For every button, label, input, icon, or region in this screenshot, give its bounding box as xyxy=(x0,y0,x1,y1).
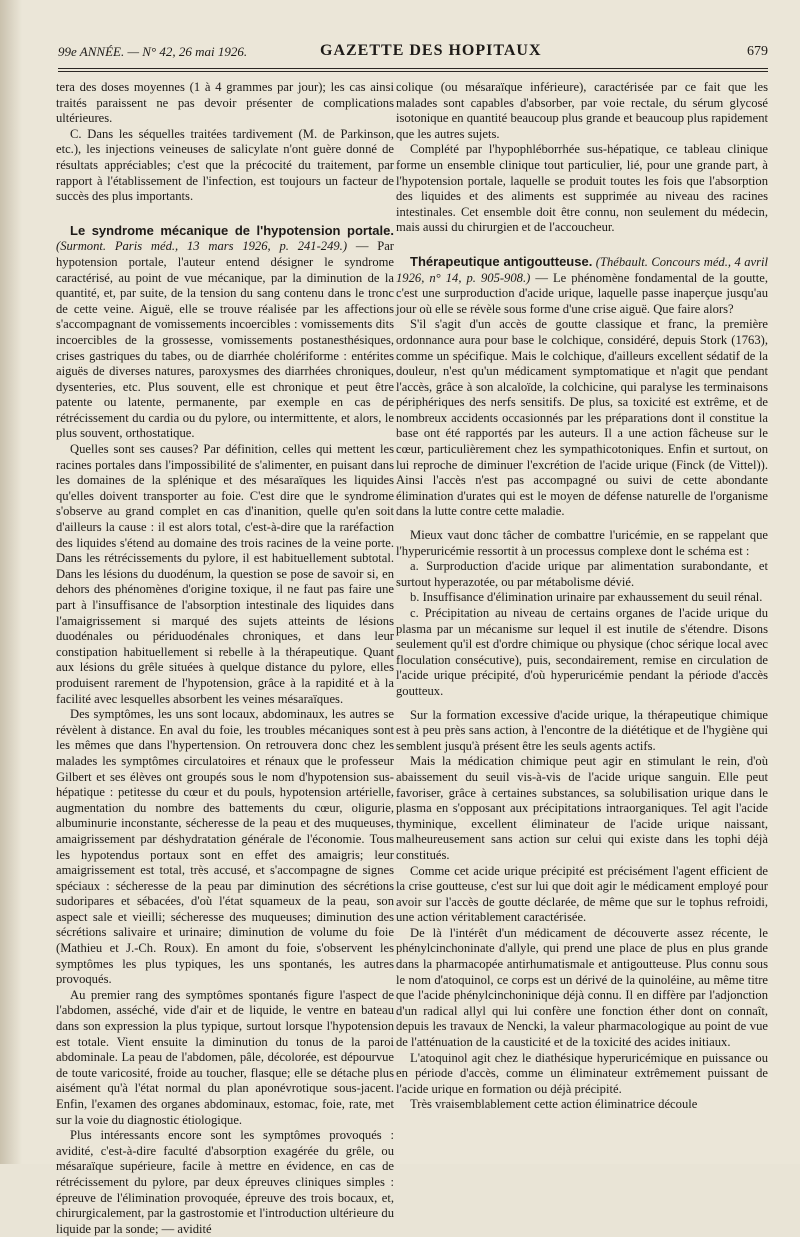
section-paragraph xyxy=(396,254,768,317)
list-item: b. Insuffisance d'élimination urinaire par exhaussement du seuil rénal. xyxy=(410,590,763,605)
paragraph: Quelles sont ses causes? Par définition, celles qui mettent les racines portales dans l'impossibilité de s'alimenter, en puisant dans les domaines de la splénique et des mésaraïques les liquides qu'elles doivent transporter au foie. C'est dire que le syndrome s'observe au grand complet en cas d'inanition, quelle qu'en soit d'ailleurs la cause : il est alors total, c'est-à-dire que la raréfaction des liquides s'étend au domaine des trois racines de la veine porte. Dans les rétrécissements du pylore, il est habituellement subtotal. Dans les lésions du duodénum, la question se pose de savoir si, en dehors des phénomènes d'origine toxique, il ne faut pas faire une part à l'insuffisance de l'absorption intestinale des liquides dans l'amaigrissement si marqué des sujets atteints de lésions duodénales ou périduodénales chroniques, et dans leur constipation habituellement si rebelle à la thérapeutique. Quant aux lésions du grêle situées à quelque distance du pylore, elles produisent rarement de l'hypotension, grâce à la rapidité et à la facilité avec lesquelles absorbent les veines mésaraïques. xyxy=(56,442,394,706)
list-item: c. Précipitation au niveau de certains organes de l'acide urique du plasma par un mécanisme sur lequel il est inutile de s'étendre. Disons seulement qu'il est d'ordre chimique ou physique (choc sérique local avec floculation consécutive), puis, secondairement, remise en circulation de l'acide urique précipité, d'où hyperuricémie pendant la période d'accès goutteux. xyxy=(396,606,768,698)
paragraph: Mieux vaut donc tâcher de combattre l'uricémie, en se rappelant que l'hyperuricémie ressortit à un processus complexe dont le schéma est : xyxy=(396,528,768,558)
paragraph: Très vraisemblablement cette action éliminatrice découle xyxy=(410,1097,698,1112)
left-column xyxy=(56,80,394,1236)
section-title: Thérapeutique antigoutteuse. xyxy=(410,253,593,269)
right-column xyxy=(396,80,768,1156)
header-rule xyxy=(58,68,768,72)
section-text: — Par hypotension portale, l'auteur entend désigner le syndrome caractérisé, au point de vue mécanique, par la diminution de la quantité, et, par suite, de la tension du sang contenu dans le tronc de cette veine. Aiguë, elle se trouve réalisée par les affections s'accompagnant de vomissements incoercibles : vomissements dits incoercibles de la grossesse, vomissements postanesthésiques, crises gastriques du tabes, ou de diarrhée cholériforme : entérites aiguës de diverses natures, paroxysmes des diarrhées chroniques, dysenteries, etc. Plus souvent, elle est chronique et peut être patente ou latente, permanente, par exemple en cas de rétrécissement du cardia ou du pylore, ou intermittente, et alors, le plus souvent, orthostatique. xyxy=(56,239,394,441)
section-text: — Le phénomène fondamental de la goutte, c'est une surproduction d'acide urique, laquelle passe inaperçue jusqu'au jour où elle se révèle sous forme d'une crise aiguë. Que faire alors? xyxy=(396,270,768,316)
paragraph: tera des doses moyennes (1 à 4 grammes par jour); les cas ainsi traités paraissent ne pas devoir présenter de complications ultérieures. xyxy=(56,80,394,126)
spacer xyxy=(56,205,394,213)
spacer xyxy=(396,236,768,244)
page-number: 679 xyxy=(747,44,768,59)
paragraph: Plus intéressants encore sont les symptômes provoqués : avidité, c'est-à-dire faculté d'absorption exagérée du grêle, ou mésaraïque supérieure, facile à mettre en évidence, en cas de rétrécissement du pylore, par deux épreuves cliniques simples : épreuve de l'élimination provoquée, épreuve des trois bocaux, et, chirurgicalement, par la gastrostomie et l'introduction ultérieure du liquide par la sonde; — avidité xyxy=(56,1128,394,1236)
section-source: (Surmont. Paris méd., 13 mars 1926, p. 241-249.) xyxy=(56,239,348,254)
paragraph: Sur la formation excessive d'acide urique, la thérapeutique chimique est à peu près sans action, à l'encontre de la diététique et de l'hygiène qui semblent jusqu'à présent être les seuls agents actifs. xyxy=(396,707,768,753)
spacer xyxy=(396,520,768,528)
issue-line: 99e ANNÉE. — N° 42, 26 mai 1926. xyxy=(58,44,248,59)
paragraph: Complété par l'hypophléborrhée sus-hépatique, ce tableau clinique forme un ensemble clinique tout particulier, lié, pour une grande part, à l'hypotension portale, laquelle se produit toutes les fois que l'absorption des liquides et des aliments est supprimée au niveau des racines intestinales. Cet ensemble doit être connu, non seulement du médecin, mais aussi du chirurgien et de l'accoucheur. xyxy=(396,142,768,235)
binding-shadow xyxy=(0,0,22,1164)
paragraph: colique (ou mésaraïque inférieure), caractérisée par ce fait que les malades sont capables d'absorber, par voie rectale, du sérum glycosé isotonique en quantité beaucoup plus grande et beaucoup plus rapidement que les autres sujets. xyxy=(396,80,768,141)
paragraph: Au premier rang des symptômes spontanés figure l'aspect de l'abdomen, asséché, vide d'air et de liquide, le ventre en bateau dans son expression la plus typique, surtout lorsque l'hypotension est totale. Vient ensuite la diminution du tonus de la paroi abdominale. La peau de l'abdomen, pâle, décolorée, est dépourvue de toute varicosité, froide au toucher, flasque; elle se détache plus aisément qu'à l'état normal du plan aponévrotique sous-jacent. Enfin, l'examen des organes abdominaux, estomac, foie, rate, met sur la voie du diagnostic étiologique. xyxy=(56,987,394,1127)
section-paragraph xyxy=(56,223,394,442)
paragraph: Des symptômes, les uns sont locaux, abdominaux, les autres se révèlent à distance. En aval du foie, les troubles mécaniques sont les mêmes que dans l'hypertension. On retrouvera donc chez les malades les symptômes circulatoires et rénaux que le professeur Gilbert et ses élèves ont groupés sous le nom d'hypotension sus-hépatique : petitesse du cœur et du pouls, hypotension artérielle, augmentation du nombre des battements du cœur, oligurie, albuminurie inconstante, sécheresse de la peau et des muqueuses, amaigrissement par déshydratation générale de l'économie. Tous les hypotendus portaux sont en effet des amaigris; leur amaigrissement est total, très accusé, et s'accompagne de signes spéciaux : sécheresse de la peau par diminution des sécrétions sudoripares et sébacées, d'où l'état squameux de la peau, son aspect sale et vieilli; sécheresse des muqueuses; diminution des sécrétions salivaire et urinaire; diminution de volume du foie (Mathieu et J.-Ch. Roux). En amont du foie, s'observent les symptômes les plus typiques, les uns spontanés, les autres provoqués. xyxy=(56,707,394,987)
spacer xyxy=(396,700,768,708)
paragraph: C. Dans les séquelles traitées tardivement (M. de Parkinson, etc.), les injections veineuses de salicylate n'ont guère donné de résultats appréciables; c'est que la précocité du traitement, par rapport à l'établissement de l'infection, est toujours un facteur de succès des plus importants. xyxy=(56,126,394,204)
paragraph: Comme cet acide urique précipité est précisément l'agent efficient de la crise goutteuse, c'est sur lui que doit agir le médicament employé pour avoir sur l'accès de goutte déclarée, de même que sur le tophus refroidi, une action véritablement caractérisée. xyxy=(396,863,768,925)
paragraph: S'il s'agit d'un accès de goutte classique et franc, la première ordonnance aura pour base le colchique, considéré, depuis Stork (1763), comme un spécifique. Mais le colchique, d'ailleurs excellent sédatif de la douleur, n'est qu'un médicament symptomatique et n'agit que pendant l'accès, grâce à son alcaloïde, la colchicine, qui paralyse les terminaisons périphériques des nerfs sensitifs. De plus, sa toxicité est extrême, et de nombreux accidents occasionnés par les préparations dont il constitue la base ont été rapportés par les auteurs. Il a une action fâcheuse sur le cœur, particulièrement chez les sympathicotoniques. Enfin et surtout, on lui reproche de diminuer l'excrétion de l'acide urique (Finck (de Vittel)). Ainsi l'accès n'est pas accompagné ou suivi de cette abondante élimination d'urates qui est le moyen de défense naturelle de l'organisme dans la lutte contre cette maladie. xyxy=(396,317,768,519)
paragraph: L'atoquinol agit chez le diathésique hyperuricémique en puissance ou en période d'accès, comme un éliminateur extrêmement puissant de l'acide urique en formation ou déjà précipité. xyxy=(396,1050,768,1096)
list-item: a. Surproduction d'acide urique par alimentation surabondante, et surtout hyperazotée, ou par métabolisme dévié. xyxy=(396,559,768,589)
section-title: Le syndrome mécanique de l'hypotension portale. xyxy=(70,222,394,238)
paragraph: Mais la médication chimique peut agir en stimulant le rein, d'où abaissement du seuil vis-à-vis de l'acide urique sanguin. Elle peut favoriser, grâce à certaines substances, sa solubilisation urique dans le plasma en s'opposant aux précipitations intraorganiques. Tel agit l'acide thyminique, excellent éliminateur de l'acide urique naissant, malheureusement sans action sur celui qui existe dans les tophi déjà constitués. xyxy=(396,754,768,862)
page-header xyxy=(58,40,768,64)
section-source: (Thébault. Concours méd., 4 avril 1926, n° 14, p. 905-908.) xyxy=(396,254,768,285)
journal-title: GAZETTE DES HOPITAUX xyxy=(320,42,542,59)
paragraph: De là l'intérêt d'un médicament de découverte assez récente, le phénylcinchoninate d'allyle, qui prend une place de plus en plus grande dans la pharmacopée antirhumatismale et antigoutteuse. Plus connu sous le nom d'atoquinol, ce corps est un dérivé de la quinoléine, au même titre que l'acide phénylcinchoninique déjà connu. Il en diffère par l'adjonction d'un radical allyl qui lui confère une fonction éther dont on connaît, depuis les travaux de Nencki, la valeur pharmacologique au point de vue de l'atténuation de la causticité et de la toxicité des acides initiaux. xyxy=(396,925,768,1050)
